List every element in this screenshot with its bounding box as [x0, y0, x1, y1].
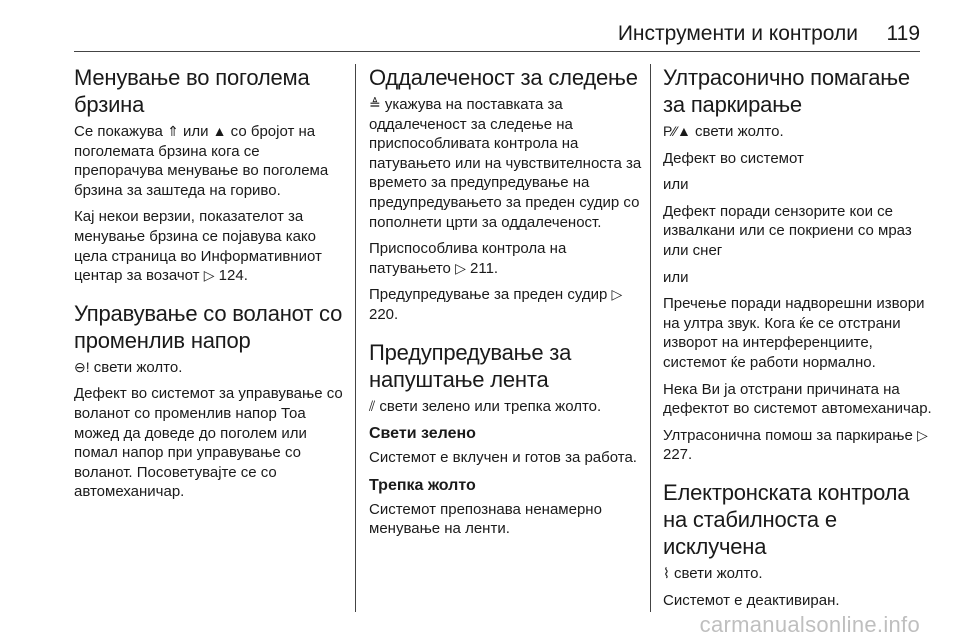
lane-departure-icon: ⫽	[369, 397, 376, 414]
paragraph: или	[663, 176, 689, 194]
header-title: Инструменти и контроли	[617, 22, 858, 45]
subheading-flashing-yellow: Трепка жолто	[369, 476, 476, 494]
header-divider	[74, 51, 920, 52]
paragraph: Дефект во системот	[663, 149, 804, 167]
page-number: 119	[886, 22, 920, 45]
paragraph: Предупредување за преден судир ▷ 220.	[369, 286, 623, 323]
paragraph: Системот е деактивиран.	[663, 591, 840, 609]
paragraph: или	[663, 268, 689, 286]
paragraph: Приспособлива контрола на патувањето ▷ 211.	[369, 240, 567, 277]
page-ref-icon: ▷	[916, 426, 928, 443]
paragraph: ⊖! свети жолто.	[74, 358, 183, 376]
triangle-up-icon: ▲	[212, 123, 227, 139]
esc-off-icon: ⌇	[663, 564, 670, 581]
column-1	[74, 64, 348, 509]
section-title-esc-off: Електронската контрола на стабилноста е исклучена	[663, 479, 910, 559]
paragraph: ≜ укажува на поставката за оддалеченост за следење на приспособливата контрола на патувањето или на чувствителноста за времето за предупредување на предупредувањето за преден судир со пополнети црти за оддалеченост.	[369, 96, 642, 231]
paragraph: Ултрасонична помош за паркирање ▷ 227.	[663, 426, 928, 464]
page-ref-icon: ▷	[455, 259, 466, 276]
paragraph: ⫽ свети зелено или трепка жолто.	[369, 397, 602, 415]
section-title-variable-steering: Управување со воланот со променлив напор	[74, 300, 343, 353]
paragraph: Кај некои верзии, показателот за менување брзина се појавува како цела страница во Информативниот центар за возачот ▷ 124.	[74, 208, 322, 285]
section-title-lane-departure: Предупредување за напуштање лента	[369, 339, 572, 392]
paragraph: Дефект поради сензорите кои се извалкани или се покриени со мраз или снег	[663, 202, 912, 259]
page-header	[74, 22, 920, 48]
watermark: carmanualsonline.info	[699, 612, 920, 637]
paragraph: Системот е вклучен и готов за работа.	[369, 449, 637, 467]
paragraph: Пречење поради надворешни извори на ултра звук. Кога ќе се отстрани изворот на интерференциите, системот ќе работи нормално.	[663, 295, 925, 371]
section-title-upshift: Менување во поголема брзина	[74, 65, 310, 117]
paragraph: ⌇ свети жолто.	[663, 564, 763, 582]
paragraph: Нека Ви ја отстрани причината на дефектот во системот автомеханичар.	[663, 380, 932, 418]
paragraph: P⁄⁄▲ свети жолто.	[663, 123, 784, 140]
paragraph: Се покажува ⇑ или ▲ со бројот на поголемата брзина кога се препорачува менување во поголема брзина за заштеда на гориво.	[74, 123, 329, 199]
page-ref-icon: ▷	[611, 286, 623, 303]
column-3	[663, 64, 937, 617]
section-title-park-assist: Ултрасонично помагање за паркирање	[663, 65, 910, 117]
upshift-icon: ⇑	[167, 123, 179, 139]
column-divider-2	[650, 64, 651, 612]
page-ref-icon: ▷	[203, 267, 215, 284]
subheading-green: Свети зелено	[369, 425, 476, 443]
column-2	[369, 64, 643, 546]
vehicle-ahead-icon: ≜	[369, 96, 381, 112]
column-divider-1	[355, 64, 356, 612]
paragraph: Дефект во системот за управување со воланот со променлив напор Тоа можед да доведе до поголем или помал напор при управување со воланот. Посоветувајте се со автомеханичар.	[74, 385, 343, 501]
steering-warning-icon: ⊖!	[74, 358, 90, 375]
section-title-following-distance: Оддалеченост за следење	[369, 65, 638, 90]
paragraph: Системот препознава ненамерно менување на ленти.	[369, 500, 602, 538]
park-assist-icon: P⁄⁄▲	[663, 123, 691, 139]
